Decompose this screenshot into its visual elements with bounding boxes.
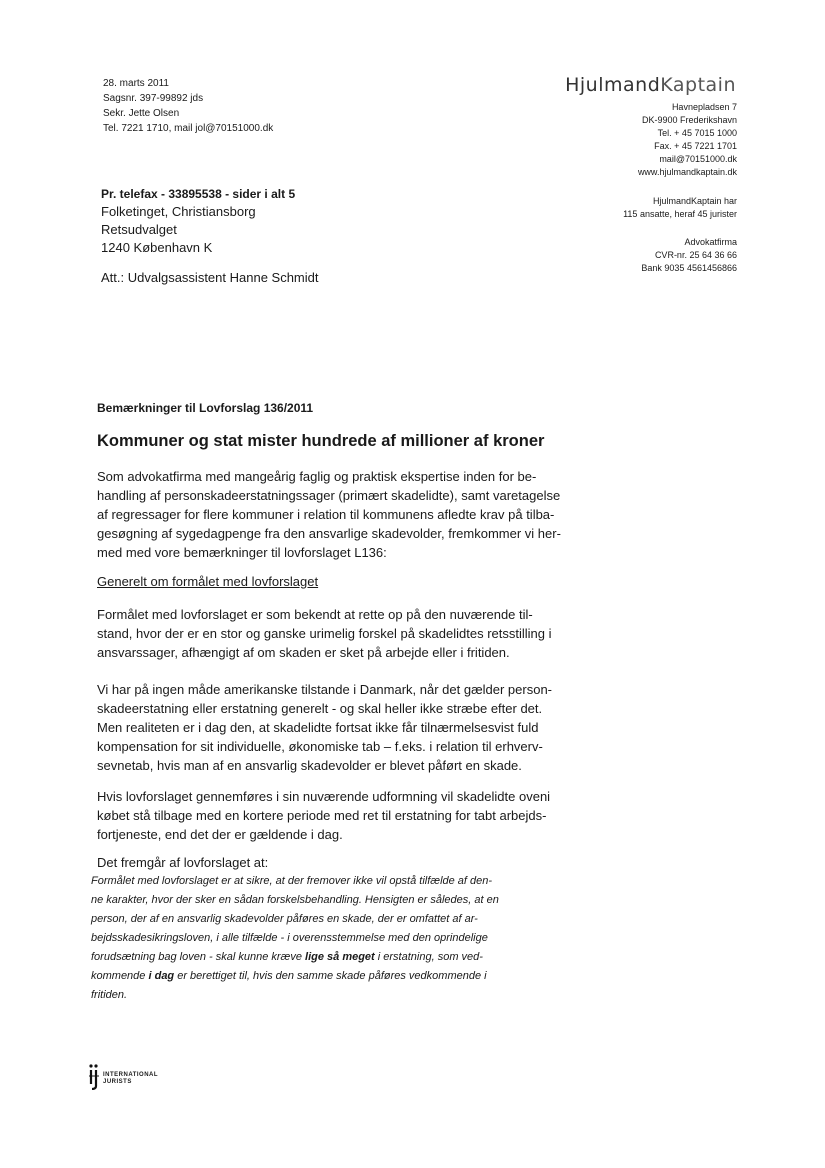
brand-name-part1: Hjulmand xyxy=(565,74,661,96)
text-line: kompensation for sit individuelle, økonomiske tab – f.eks. i relation til erhverv- xyxy=(97,739,543,754)
contact-line: Tel. 7221 1710, mail jol@70151000.dk xyxy=(103,123,274,134)
quote-line xyxy=(91,967,499,986)
quote-intro: Det fremgår af lovforslaget at: xyxy=(97,855,269,870)
reg-line: CVR-nr. 25 64 36 66 xyxy=(654,250,737,260)
paragraph-purpose xyxy=(97,605,682,662)
quote-line: Formålet med lovforslaget er at sikre, at der fremover ikke vil opstå tilfælde af den- xyxy=(91,875,493,887)
text-line: gesøgning af sygedagpenge fra den ansvarlige skadevolder, fremkommer vi her- xyxy=(97,526,561,541)
logo-line: INTERNATIONAL xyxy=(103,1072,159,1078)
firm-staff xyxy=(623,195,737,221)
staff-line: HjulmandKaptain har xyxy=(652,196,737,206)
text-line: Som advokatfirma med mangeårig faglig og praktisk ekspertise inden for be- xyxy=(97,469,537,484)
letter-date: 28. marts 2011 xyxy=(103,78,169,89)
text-line: sevnetab, hvis man af en ansvarlig skadevolder er blevet påført en skade. xyxy=(97,758,522,773)
secretary: Sekr. Jette Olsen xyxy=(103,108,180,119)
reg-line: Advokatfirma xyxy=(684,237,737,247)
bill-quote xyxy=(91,872,499,1005)
address-line: Fax. + 45 7221 1701 xyxy=(654,141,737,151)
paragraph-intro xyxy=(97,467,682,562)
text-line: Formålet med lovforslaget er som bekendt at rette op på den nuværende til- xyxy=(97,607,533,622)
text-line: Men realiteten er i dag den, at skadelidte fortsat ikke får tilnærmelsesvist fuld xyxy=(97,720,539,735)
address-line: www.hjulmandkaptain.dk xyxy=(637,167,737,177)
recipient-line: Folketinget, Christiansborg xyxy=(101,204,256,219)
quote-text: forudsætning bag loven - skal kunne kræve xyxy=(91,951,306,963)
text-line: Hvis lovforslaget gennemføres i sin nuværende udformning vil skadelidte oveni xyxy=(97,789,551,804)
firm-address xyxy=(638,101,737,179)
logo-line: JURISTS xyxy=(103,1079,132,1085)
address-line: mail@70151000.dk xyxy=(659,154,737,164)
staff-line: 115 ansatte, heraf 45 jurister xyxy=(623,209,737,219)
quote-text: er berettiget til, hvis den samme skade påføres vedkommende i xyxy=(174,970,487,982)
quote-emphasis: lige så meget xyxy=(305,951,375,963)
text-line: stand, hvor der er en stor og ganske urimelig forskel på skadelidtes retsstilling i xyxy=(97,626,552,641)
sender-meta xyxy=(103,76,273,136)
quote-text: kommende xyxy=(91,970,149,982)
firm-registration xyxy=(641,236,737,275)
quote-line: person, der af en ansvarlig skadevolder påføres en skade, der er omfattet af ar- xyxy=(91,913,478,925)
text-line: fortjeneste, end det der er gældende i dag. xyxy=(97,827,343,842)
recipient-block xyxy=(101,185,295,257)
paragraph-reality xyxy=(97,680,682,775)
text-line: med med vore bemærkninger til lovforslaget L136: xyxy=(97,545,387,560)
attention-line: Att.: Udvalgsassistent Hanne Schmidt xyxy=(101,270,319,285)
text-line: Vi har på ingen måde amerikanske tilstande i Danmark, når det gælder person- xyxy=(97,682,552,697)
text-line: af regressager for flere kommuner i relation til kommunens afledte krav på tilba- xyxy=(97,507,555,522)
text-line: skadeerstatning eller erstatning generelt - og skal heller ikke stræbe efter det. xyxy=(97,701,543,716)
paragraph-consequence xyxy=(97,787,682,844)
subject-line: Bemærkninger til Lovforslag 136/2011 xyxy=(97,401,314,415)
quote-line: ne karakter, hvor der sker en sådan forskelsbehandling. Hensigten er således, at en xyxy=(91,894,499,906)
quote-text: i erstatning, som ved- xyxy=(374,951,483,963)
address-line: DK-9900 Frederikshavn xyxy=(641,115,737,125)
quote-line: fritiden. xyxy=(91,989,128,1001)
case-number: Sagsnr. 397-99892 jds xyxy=(103,93,204,104)
text-line: købet stå tilbage med en kortere periode med ret til erstatning for tabt arbejds- xyxy=(97,808,547,823)
text-line: ansvarssager, afhængigt af om skaden er sket på arbejde eller i fritiden. xyxy=(97,645,510,660)
reg-line: Bank 9035 4561456866 xyxy=(641,263,737,273)
quote-line: bejdsskadesikringsloven, i alle tilfælde - i overensstemmelse med den oprindelige xyxy=(91,932,488,944)
fax-line: Pr. telefax - 33895538 - sider i alt 5 xyxy=(101,187,296,201)
logo-text xyxy=(103,1072,158,1086)
headline: Kommuner og stat mister hundrede af millioner af kroner xyxy=(97,432,545,450)
quote-emphasis: i dag xyxy=(148,970,175,982)
address-line: Tel. + 45 7015 1000 xyxy=(657,128,737,138)
recipient-line: 1240 København K xyxy=(101,240,213,255)
section-heading: Generelt om formålet med lovforslaget xyxy=(97,574,319,589)
address-line: Havnepladsen 7 xyxy=(671,102,737,112)
brand-name-part2: Kaptain xyxy=(660,74,736,96)
text-line: handling af personskadeerstatningssager (primært skadelidte), samt varetagelse xyxy=(97,488,561,503)
brand-logo xyxy=(565,74,736,96)
quote-line xyxy=(91,948,499,967)
recipient-line: Retsudvalget xyxy=(101,222,177,237)
